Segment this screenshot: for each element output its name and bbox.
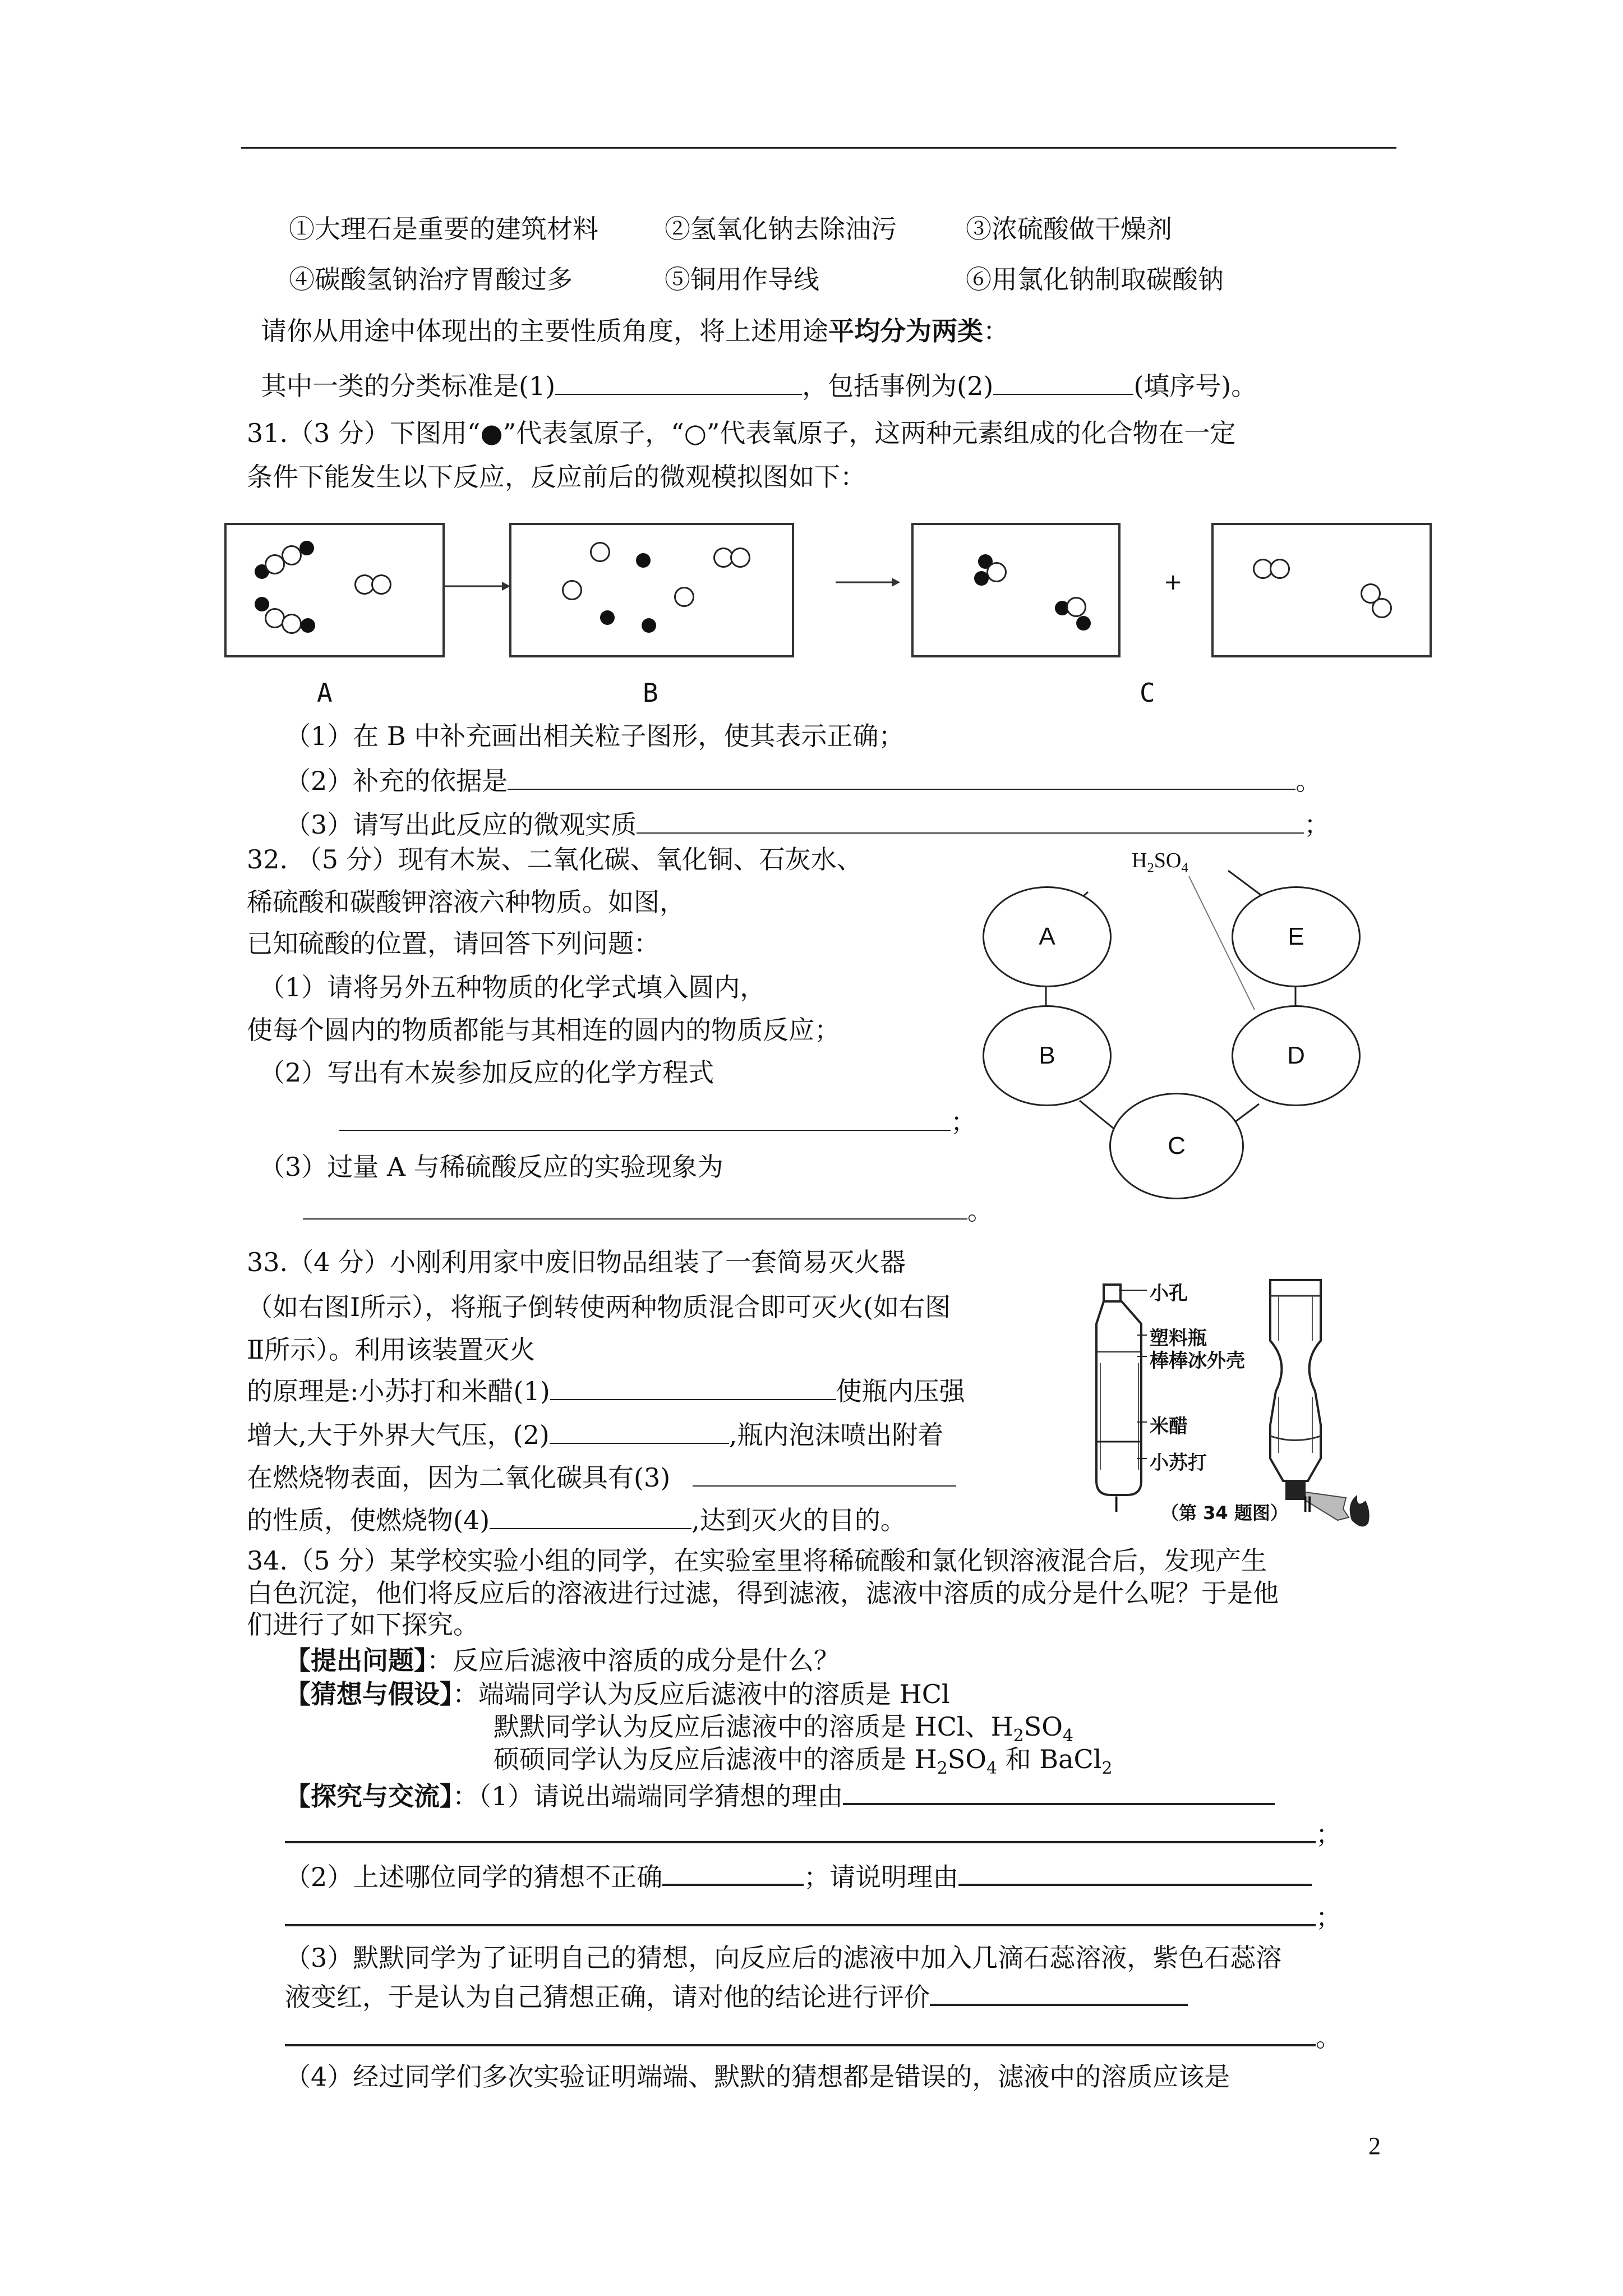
q32-line4: （1）请将另外五种物质的化学式填入圆内， xyxy=(259,972,766,1002)
q34-line2: 白色沉淀，他们将反应后的溶液进行过滤，得到滤液，滤液中溶质的成分是什么呢？于是他 xyxy=(247,1578,1279,1608)
oxygen-atom xyxy=(1270,559,1290,579)
q32-line6: （2）写出有木炭参加反应的化学方程式 xyxy=(259,1057,714,1088)
q33-line3: Ⅱ所示）。利用该装置灭火 xyxy=(247,1335,536,1365)
q33-line7: 的性质，使燃烧物(4) ,达到灭火的目的。 xyxy=(247,1505,906,1535)
label-hole: 小孔 xyxy=(1150,1282,1188,1305)
q32-line5: 使每个圆内的物质都能与其相连的圆内的物质反应； xyxy=(247,1015,840,1045)
q34-hypothesis-3: 硕硕同学认为反应后滤液中的溶质是 $H_2SO_4$ 和 BaCl$_2$ xyxy=(494,1744,1113,1779)
q32-line3: 已知硫酸的位置，请回答下列问题： xyxy=(247,928,660,959)
q34-explore-3c: 。 xyxy=(285,2021,1341,2054)
q34-blank-why[interactable] xyxy=(958,1861,1312,1886)
q32-blank-phenomenon[interactable] xyxy=(303,1196,967,1220)
q33-blank-3[interactable] xyxy=(693,1463,956,1487)
circle-c[interactable]: C xyxy=(1109,1093,1244,1199)
hydrogen-atom xyxy=(600,610,615,625)
q33-blank-1[interactable] xyxy=(550,1377,836,1400)
use-6: ⑥用氯化钠制取碳酸钠 xyxy=(966,264,1224,295)
oxygen-atom xyxy=(674,587,694,607)
q31-blank-2[interactable] xyxy=(508,766,1295,790)
h2so4-label: $H_2SO_4$ xyxy=(1132,849,1188,876)
label-shell: 棒棒冰外壳 xyxy=(1150,1350,1245,1372)
q34-explore-3b: 液变红，于是认为自己猜想正确，请对他的结论进行评价 xyxy=(285,1980,1188,2014)
circle-b[interactable]: B xyxy=(983,1005,1112,1106)
q31-sub3: （3）请写出此反应的微观实质 ； xyxy=(285,809,1330,840)
oxygen-atom xyxy=(590,542,610,562)
q32-blank-equation[interactable] xyxy=(339,1107,951,1131)
q34-line1: 34.（5 分）某学校实验小组的同学，在实验室里将稀硫酸和氯化钡溶液混合后，发现产生 xyxy=(247,1545,1267,1576)
header-rule xyxy=(241,147,1396,149)
q32-line2: 稀硫酸和碳酸钾溶液六种物质。如图， xyxy=(247,887,685,917)
hydrogen-atom xyxy=(1076,616,1091,631)
box-c-right xyxy=(1211,523,1432,657)
label-c: C xyxy=(1140,678,1155,708)
use-2: ②氢氧化钠去除油污 xyxy=(665,214,897,244)
circle-d[interactable]: D xyxy=(1232,1005,1361,1106)
arrow-icon xyxy=(443,578,510,595)
q34-explore-3a: （3）默默同学为了证明自己的猜想，向反应后的滤液中加入几滴石蕊溶液，紫色石蕊溶 xyxy=(285,1943,1282,1973)
q34-blank-evaluate[interactable] xyxy=(930,1981,1188,2006)
use-3: ③浓硫酸做干燥剂 xyxy=(966,214,1172,244)
q34-line3: 们进行了如下探究。 xyxy=(247,1609,479,1640)
oxygen-atom xyxy=(371,574,391,595)
page-number: 2 xyxy=(1368,2132,1381,2160)
q34-hypothesis-2: 默默同学认为反应后滤液中的溶质是 HCl、$H_2SO_4$ xyxy=(494,1711,1074,1746)
use-5: ⑤铜用作导线 xyxy=(665,264,819,295)
classify-instruction: 请你从用途中体现出的主要性质角度，将上述用途平均分为两类： xyxy=(261,316,1009,346)
box-b xyxy=(509,523,794,657)
oxygen-atom xyxy=(986,562,1007,582)
q34-explore-1: 【探究与交流】：（1）请说出端端同学猜想的理由 xyxy=(285,1779,1275,1813)
hydrogen-atom xyxy=(299,541,314,555)
oxygen-atom xyxy=(730,547,750,568)
q32-line1: 32. （5 分）现有木炭、二氧化碳、氧化铜、石灰水、 xyxy=(247,844,863,875)
q33-blank-2[interactable] xyxy=(550,1420,729,1444)
classify-question: 其中一类的分类标准是(1) ，包括事例为(2) (填序号)。 xyxy=(261,371,1257,401)
label-soda: 小苏打 xyxy=(1150,1452,1207,1474)
q31-line2: 条件下能发生以下反应，反应前后的微观模拟图如下： xyxy=(247,462,866,492)
q34-blank-why-cont[interactable] xyxy=(285,1902,1316,1926)
label-vinegar: 米醋 xyxy=(1150,1415,1188,1438)
q33-blank-4[interactable] xyxy=(490,1506,691,1529)
hydrogen-atom xyxy=(301,618,315,633)
oxygen-atom xyxy=(562,580,582,600)
q34-blank-wrong[interactable] xyxy=(662,1861,804,1886)
box-a xyxy=(224,523,445,657)
q32-blank-row: ； xyxy=(339,1105,976,1139)
q34-blank-evaluate-cont[interactable] xyxy=(285,2022,1316,2046)
q32-blank-row2: 。 xyxy=(303,1194,993,1227)
hydrogen-atom xyxy=(642,618,656,633)
answer-blank-2[interactable] xyxy=(993,371,1133,395)
q31-sub1: （1）在 B 中补充画出相关粒子图形，使其表示正确； xyxy=(285,721,905,751)
figure-caption: （第 34 题图） xyxy=(1161,1502,1288,1524)
oxygen-atom xyxy=(1372,598,1392,618)
q33-line1: 33.（4 分）小刚利用家中废旧物品组装了一套简易灭火器 xyxy=(247,1247,906,1277)
q34-explore-4: （4）经过同学们多次实验证明端端、默默的猜想都是错误的，滤液中的溶质应该是 xyxy=(285,2062,1230,2092)
q33-line4: 的原理是:小苏打和米醋(1) 使瓶内压强 xyxy=(247,1376,965,1406)
use-1: ①大理石是重要的建筑材料 xyxy=(289,214,598,244)
q33-line5: 增大,大于外界大气压，(2) ,瓶内泡沫喷出附着 xyxy=(247,1420,944,1450)
q34-explore-1b: ； xyxy=(285,1818,1341,1851)
label-a: A xyxy=(317,678,333,708)
q31-blank-3[interactable] xyxy=(637,810,1304,834)
label-b: B xyxy=(643,678,658,708)
q34-explore-2b: ； xyxy=(285,1901,1341,1934)
answer-blank-1[interactable] xyxy=(555,371,802,395)
oxygen-atom xyxy=(282,545,302,565)
arrow-icon xyxy=(836,574,900,591)
q33-line6: 在燃烧物表面，因为二氧化碳具有(3) xyxy=(247,1461,956,1494)
circle-e[interactable]: E xyxy=(1232,886,1361,987)
label-bottle: 塑料瓶 xyxy=(1150,1327,1207,1350)
oxygen-atom xyxy=(282,614,302,634)
label-figure-i: Ⅰ xyxy=(1113,1493,1120,1517)
box-c-left xyxy=(911,523,1121,657)
q31-sub2: （2）补充的依据是 。 xyxy=(285,766,1322,796)
q33-line2: （如右图Ⅰ所示），将瓶子倒转使两种物质混合即可灭火(如右图 xyxy=(247,1292,951,1322)
circle-a[interactable]: A xyxy=(983,886,1112,987)
q31-line1: 31.（3 分）下图用“●”代表氢原子，“○”代表氧原子，这两种元素组成的化合物在一定 xyxy=(247,418,1236,448)
q34-hypothesis-1: 【猜想与假设】：端端同学认为反应后滤液中的溶质是 HCl xyxy=(285,1679,950,1709)
hydrogen-atom xyxy=(255,597,269,611)
q34-explore-2: （2）上述哪位同学的猜想不正确 ；请说明理由 xyxy=(285,1860,1312,1894)
hydrogen-atom xyxy=(974,571,989,586)
hydrogen-atom xyxy=(636,553,651,568)
use-4: ④碳酸氢钠治疗胃酸过多 xyxy=(289,264,573,295)
q32-line7: （3）过量 A 与稀硫酸反应的实验现象为 xyxy=(259,1152,723,1182)
plus-sign: + xyxy=(1164,569,1183,595)
oxygen-atom xyxy=(1066,597,1086,617)
label-figure-ii: Ⅱ xyxy=(1302,1493,1313,1517)
q34-question: 【提出问题】：反应后滤液中溶质的成分是什么？ xyxy=(285,1645,840,1676)
q34-blank-reason[interactable] xyxy=(843,1780,1275,1805)
q34-blank-reason-cont[interactable] xyxy=(285,1819,1316,1843)
